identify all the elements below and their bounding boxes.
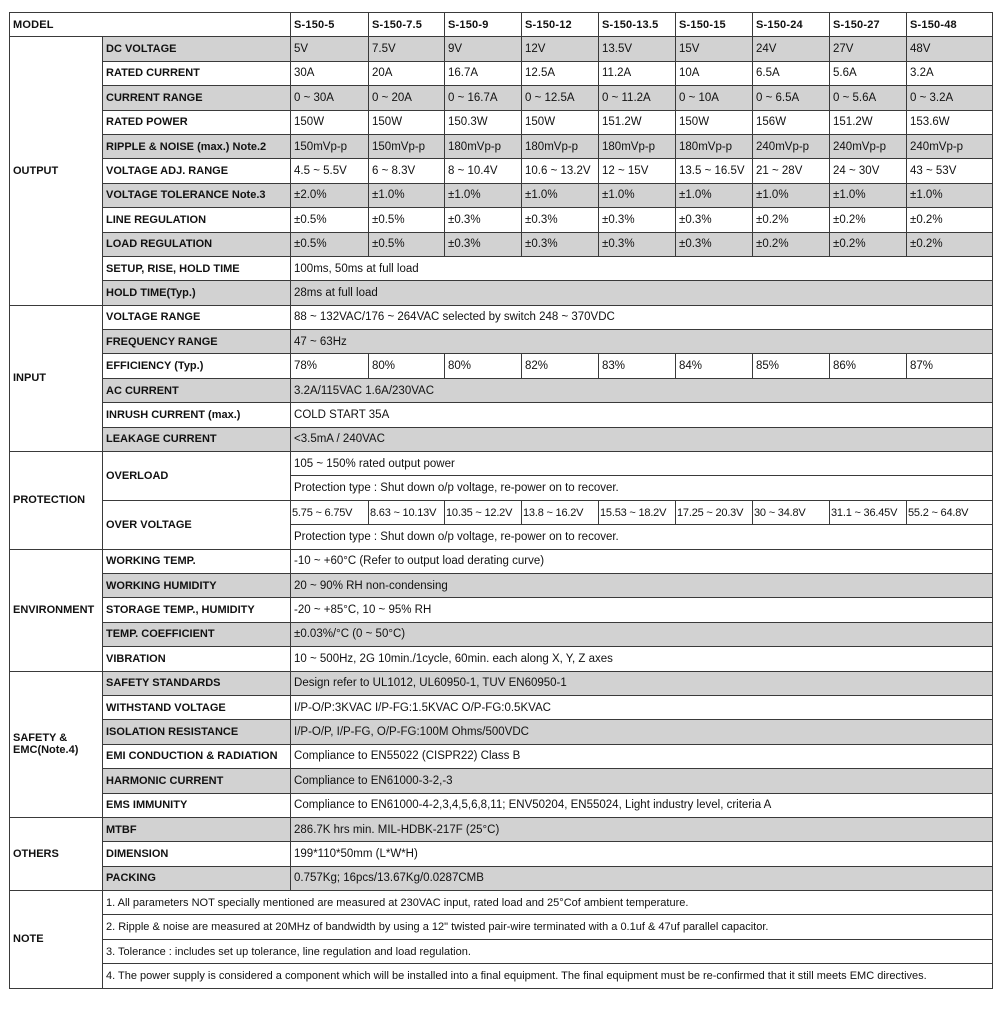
section-label: INPUT: [10, 305, 103, 451]
spec-value: 28ms at full load: [291, 281, 993, 305]
spec-value: 47 ~ 63Hz: [291, 330, 993, 354]
spec-value: 31.1 ~ 36.45V: [830, 500, 907, 524]
spec-row-mtbf: [10, 817, 993, 841]
spec-row-dimension: [10, 842, 993, 866]
spec-value: 30A: [291, 61, 369, 85]
spec-value: -10 ~ +60°C (Refer to output load derating curve): [291, 549, 993, 573]
spec-value: 151.2W: [599, 110, 676, 134]
spec-label: WORKING TEMP.: [103, 549, 291, 573]
spec-value: 87%: [907, 354, 993, 378]
section-label: OTHERS: [10, 817, 103, 890]
spec-value: Design refer to UL1012, UL60950-1, TUV EN60950-1: [291, 671, 993, 695]
spec-row-rated-power: [10, 110, 993, 134]
spec-table-body: [10, 13, 993, 989]
spec-value: 150W: [291, 110, 369, 134]
spec-value: ±0.3%: [522, 232, 599, 256]
spec-value: ±1.0%: [753, 183, 830, 207]
spec-value: 43 ~ 53V: [907, 159, 993, 183]
spec-label: SAFETY STANDARDS: [103, 671, 291, 695]
spec-value: 10 ~ 500Hz, 2G 10min./1cycle, 60min. each along X, Y, Z axes: [291, 647, 993, 671]
spec-value: 78%: [291, 354, 369, 378]
spec-label: RATED POWER: [103, 110, 291, 134]
spec-value: 27V: [830, 37, 907, 61]
spec-row-temp-coefficient: [10, 622, 993, 646]
spec-value: 0 ~ 3.2A: [907, 86, 993, 110]
spec-value: 0 ~ 20A: [369, 86, 445, 110]
spec-row-load-regulation: [10, 232, 993, 256]
spec-value: 4.5 ~ 5.5V: [291, 159, 369, 183]
spec-label: CURRENT RANGE: [103, 86, 291, 110]
note-row: [10, 915, 993, 939]
spec-row-packing: [10, 866, 993, 890]
spec-value: 9V: [445, 37, 522, 61]
section-label: OUTPUT: [10, 37, 103, 305]
spec-value: 82%: [522, 354, 599, 378]
spec-row-voltage-adj-range: [10, 159, 993, 183]
spec-label: HARMONIC CURRENT: [103, 769, 291, 793]
spec-value: ±1.0%: [830, 183, 907, 207]
spec-value: 83%: [599, 354, 676, 378]
spec-label: RIPPLE & NOISE (max.) Note.2: [103, 134, 291, 158]
spec-value: 85%: [753, 354, 830, 378]
spec-value: 13.5 ~ 16.5V: [676, 159, 753, 183]
spec-value: <3.5mA / 240VAC: [291, 427, 993, 451]
spec-value: 13.8 ~ 16.2V: [522, 500, 599, 524]
spec-value: ±2.0%: [291, 183, 369, 207]
spec-value: ±0.3%: [676, 208, 753, 232]
spec-value: 20A: [369, 61, 445, 85]
spec-value: ±1.0%: [445, 183, 522, 207]
model-name: S-150-12: [522, 13, 599, 37]
spec-value: 12.5A: [522, 61, 599, 85]
spec-value: 0 ~ 10A: [676, 86, 753, 110]
spec-value: 0 ~ 16.7A: [445, 86, 522, 110]
spec-value: 150.3W: [445, 110, 522, 134]
spec-label: LINE REGULATION: [103, 208, 291, 232]
section-label: SAFETY & EMC(Note.4): [10, 671, 103, 817]
spec-label: VOLTAGE ADJ. RANGE: [103, 159, 291, 183]
note-row: [10, 964, 993, 988]
spec-row-current-range: [10, 86, 993, 110]
spec-value: 180mVp-p: [445, 134, 522, 158]
spec-value: 0 ~ 6.5A: [753, 86, 830, 110]
spec-value: ±0.3%: [445, 232, 522, 256]
spec-value: ±0.5%: [369, 208, 445, 232]
spec-value: 84%: [676, 354, 753, 378]
spec-value: COLD START 35A: [291, 403, 993, 427]
spec-value: 0 ~ 11.2A: [599, 86, 676, 110]
spec-subvalue: Protection type : Shut down o/p voltage, re-power on to recover.: [291, 476, 993, 500]
spec-value: -20 ~ +85°C, 10 ~ 95% RH: [291, 598, 993, 622]
spec-value: 180mVp-p: [522, 134, 599, 158]
spec-value: 286.7K hrs min. MIL-HDBK-217F (25°C): [291, 817, 993, 841]
spec-value: ±0.5%: [369, 232, 445, 256]
spec-value: ±0.2%: [753, 232, 830, 256]
spec-value: 16.7A: [445, 61, 522, 85]
spec-value: 6.5A: [753, 61, 830, 85]
note-label: NOTE: [10, 891, 103, 989]
spec-value: 15V: [676, 37, 753, 61]
spec-value: ±0.2%: [907, 232, 993, 256]
note-item: 4. The power supply is considered a component which will be installed into a final equipment. The final equipment must be re-confirmed that it still meets EMC directives.: [103, 964, 993, 988]
spec-row-efficiency-typ: [10, 354, 993, 378]
spec-value: ±0.2%: [830, 208, 907, 232]
spec-row-isolation-resistance: [10, 720, 993, 744]
spec-value: 3.2A: [907, 61, 993, 85]
spec-label: LOAD REGULATION: [103, 232, 291, 256]
spec-label: WORKING HUMIDITY: [103, 573, 291, 597]
spec-value: 5.6A: [830, 61, 907, 85]
spec-row-vibration: [10, 647, 993, 671]
spec-label: HOLD TIME(Typ.): [103, 281, 291, 305]
spec-row-working-humidity: [10, 573, 993, 597]
spec-value: 13.5V: [599, 37, 676, 61]
note-item: 1. All parameters NOT specially mentioned are measured at 230VAC input, rated load and 25°Cof ambient temperature.: [103, 891, 993, 915]
spec-value: ±0.5%: [291, 208, 369, 232]
spec-value: ±0.3%: [676, 232, 753, 256]
spec-value: ±0.3%: [599, 232, 676, 256]
spec-value: 105 ~ 150% rated output power: [291, 452, 993, 476]
spec-label: PACKING: [103, 866, 291, 890]
spec-label: VIBRATION: [103, 647, 291, 671]
model-name: S-150-48: [907, 13, 993, 37]
spec-value: 10.35 ~ 12.2V: [445, 500, 522, 524]
spec-value: ±1.0%: [522, 183, 599, 207]
spec-value: ±0.2%: [830, 232, 907, 256]
spec-value: 10A: [676, 61, 753, 85]
spec-value: 180mVp-p: [599, 134, 676, 158]
spec-value: 80%: [369, 354, 445, 378]
spec-table: [9, 12, 993, 989]
spec-row-inrush-current-max: [10, 403, 993, 427]
spec-row-ac-current: [10, 378, 993, 402]
spec-value: 12 ~ 15V: [599, 159, 676, 183]
spec-value: 153.6W: [907, 110, 993, 134]
spec-value: 240mVp-p: [830, 134, 907, 158]
spec-label: AC CURRENT: [103, 378, 291, 402]
spec-row-frequency-range: [10, 330, 993, 354]
spec-label: MTBF: [103, 817, 291, 841]
model-name: S-150-5: [291, 13, 369, 37]
model-header: MODEL: [10, 13, 291, 37]
spec-value: 8 ~ 10.4V: [445, 159, 522, 183]
spec-value: 7.5V: [369, 37, 445, 61]
spec-label: INRUSH CURRENT (max.): [103, 403, 291, 427]
spec-value: 30 ~ 34.8V: [753, 500, 830, 524]
spec-value: ±1.0%: [676, 183, 753, 207]
spec-row-dc-voltage: [10, 37, 993, 61]
spec-row-storage-temp-humidity: [10, 598, 993, 622]
model-name: S-150-24: [753, 13, 830, 37]
spec-value: ±1.0%: [369, 183, 445, 207]
spec-label: ISOLATION RESISTANCE: [103, 720, 291, 744]
note-row: [10, 939, 993, 963]
spec-value: 48V: [907, 37, 993, 61]
spec-value: I/P-O/P:3KVAC I/P-FG:1.5KVAC O/P-FG:0.5KVAC: [291, 695, 993, 719]
spec-value: 199*110*50mm (L*W*H): [291, 842, 993, 866]
spec-value: ±0.3%: [522, 208, 599, 232]
spec-label: LEAKAGE CURRENT: [103, 427, 291, 451]
spec-value: 12V: [522, 37, 599, 61]
spec-label: EFFICIENCY (Typ.): [103, 354, 291, 378]
spec-label: VOLTAGE TOLERANCE Note.3: [103, 183, 291, 207]
spec-row-line-regulation: [10, 208, 993, 232]
spec-row-harmonic-current: [10, 769, 993, 793]
section-label: PROTECTION: [10, 452, 103, 550]
model-name: S-150-27: [830, 13, 907, 37]
spec-value: ±0.2%: [907, 208, 993, 232]
spec-value: ±0.5%: [291, 232, 369, 256]
spec-value: 11.2A: [599, 61, 676, 85]
spec-subvalue: Protection type : Shut down o/p voltage, re-power on to recover.: [291, 525, 993, 549]
spec-label: EMS IMMUNITY: [103, 793, 291, 817]
spec-value: 150W: [369, 110, 445, 134]
spec-row-leakage-current: [10, 427, 993, 451]
spec-row-ripple-noise-max-note-2: [10, 134, 993, 158]
model-name: S-150-7.5: [369, 13, 445, 37]
spec-label: OVERLOAD: [103, 452, 291, 501]
spec-row-hold-time-typ: [10, 281, 993, 305]
spec-value: 21 ~ 28V: [753, 159, 830, 183]
spec-row-voltage-range: [10, 305, 993, 329]
spec-value: ±0.3%: [445, 208, 522, 232]
spec-row-withstand-voltage: [10, 695, 993, 719]
spec-value: 150mVp-p: [369, 134, 445, 158]
spec-value: 100ms, 50ms at full load: [291, 256, 993, 280]
spec-value: 24V: [753, 37, 830, 61]
spec-label: FREQUENCY RANGE: [103, 330, 291, 354]
spec-value: Compliance to EN55022 (CISPR22) Class B: [291, 744, 993, 768]
spec-label: TEMP. COEFFICIENT: [103, 622, 291, 646]
spec-value: 240mVp-p: [753, 134, 830, 158]
note-item: 3. Tolerance : includes set up tolerance, line regulation and load regulation.: [103, 939, 993, 963]
spec-value: Compliance to EN61000-4-2,3,4,5,6,8,11; ENV50204, EN55024, Light industry level, criteria A: [291, 793, 993, 817]
spec-value: ±0.3%: [599, 208, 676, 232]
model-name: S-150-15: [676, 13, 753, 37]
spec-value: 80%: [445, 354, 522, 378]
spec-row-setup-rise-hold-time: [10, 256, 993, 280]
spec-label: VOLTAGE RANGE: [103, 305, 291, 329]
model-name: S-150-9: [445, 13, 522, 37]
note-row: [10, 891, 993, 915]
spec-value: 240mVp-p: [907, 134, 993, 158]
spec-label: RATED CURRENT: [103, 61, 291, 85]
spec-value: 55.2 ~ 64.8V: [907, 500, 993, 524]
spec-value: 156W: [753, 110, 830, 134]
spec-value: 5.75 ~ 6.75V: [291, 500, 369, 524]
section-label: ENVIRONMENT: [10, 549, 103, 671]
spec-value: 10.6 ~ 13.2V: [522, 159, 599, 183]
spec-value: 0.757Kg; 16pcs/13.67Kg/0.0287CMB: [291, 866, 993, 890]
spec-label: WITHSTAND VOLTAGE: [103, 695, 291, 719]
spec-row-rated-current: [10, 61, 993, 85]
spec-value: 15.53 ~ 18.2V: [599, 500, 676, 524]
spec-value: 88 ~ 132VAC/176 ~ 264VAC selected by switch 248 ~ 370VDC: [291, 305, 993, 329]
spec-value: ±1.0%: [907, 183, 993, 207]
spec-label: STORAGE TEMP., HUMIDITY: [103, 598, 291, 622]
spec-row-safety-standards: [10, 671, 993, 695]
spec-row-overload: [10, 452, 993, 476]
spec-row-voltage-tolerance-note-3: [10, 183, 993, 207]
spec-row-emi-conduction-radiation: [10, 744, 993, 768]
spec-value: 3.2A/115VAC 1.6A/230VAC: [291, 378, 993, 402]
spec-value: 180mVp-p: [676, 134, 753, 158]
spec-value: ±0.03%/°C (0 ~ 50°C): [291, 622, 993, 646]
spec-row-over-voltage: [10, 500, 993, 524]
spec-value: 5V: [291, 37, 369, 61]
spec-value: 150W: [522, 110, 599, 134]
spec-label: SETUP, RISE, HOLD TIME: [103, 256, 291, 280]
spec-label: DIMENSION: [103, 842, 291, 866]
spec-value: 86%: [830, 354, 907, 378]
spec-label: OVER VOLTAGE: [103, 500, 291, 549]
spec-value: 17.25 ~ 20.3V: [676, 500, 753, 524]
spec-label: EMI CONDUCTION & RADIATION: [103, 744, 291, 768]
spec-row-working-temp: [10, 549, 993, 573]
spec-value: 0 ~ 30A: [291, 86, 369, 110]
spec-value: Compliance to EN61000-3-2,-3: [291, 769, 993, 793]
note-item: 2. Ripple & noise are measured at 20MHz of bandwidth by using a 12" twisted pair-wire terminated with a 0.1uf & 47uf parallel capacitor.: [103, 915, 993, 939]
header-row: [10, 13, 993, 37]
spec-row-ems-immunity: [10, 793, 993, 817]
spec-value: ±0.2%: [753, 208, 830, 232]
spec-value: 0 ~ 5.6A: [830, 86, 907, 110]
spec-value: 6 ~ 8.3V: [369, 159, 445, 183]
spec-value: ±1.0%: [599, 183, 676, 207]
spec-value: 151.2W: [830, 110, 907, 134]
spec-value: 8.63 ~ 10.13V: [369, 500, 445, 524]
spec-value: 150W: [676, 110, 753, 134]
spec-value: 20 ~ 90% RH non-condensing: [291, 573, 993, 597]
spec-value: 24 ~ 30V: [830, 159, 907, 183]
spec-value: 0 ~ 12.5A: [522, 86, 599, 110]
spec-label: DC VOLTAGE: [103, 37, 291, 61]
model-name: S-150-13.5: [599, 13, 676, 37]
spec-value: I/P-O/P, I/P-FG, O/P-FG:100M Ohms/500VDC: [291, 720, 993, 744]
spec-value: 150mVp-p: [291, 134, 369, 158]
